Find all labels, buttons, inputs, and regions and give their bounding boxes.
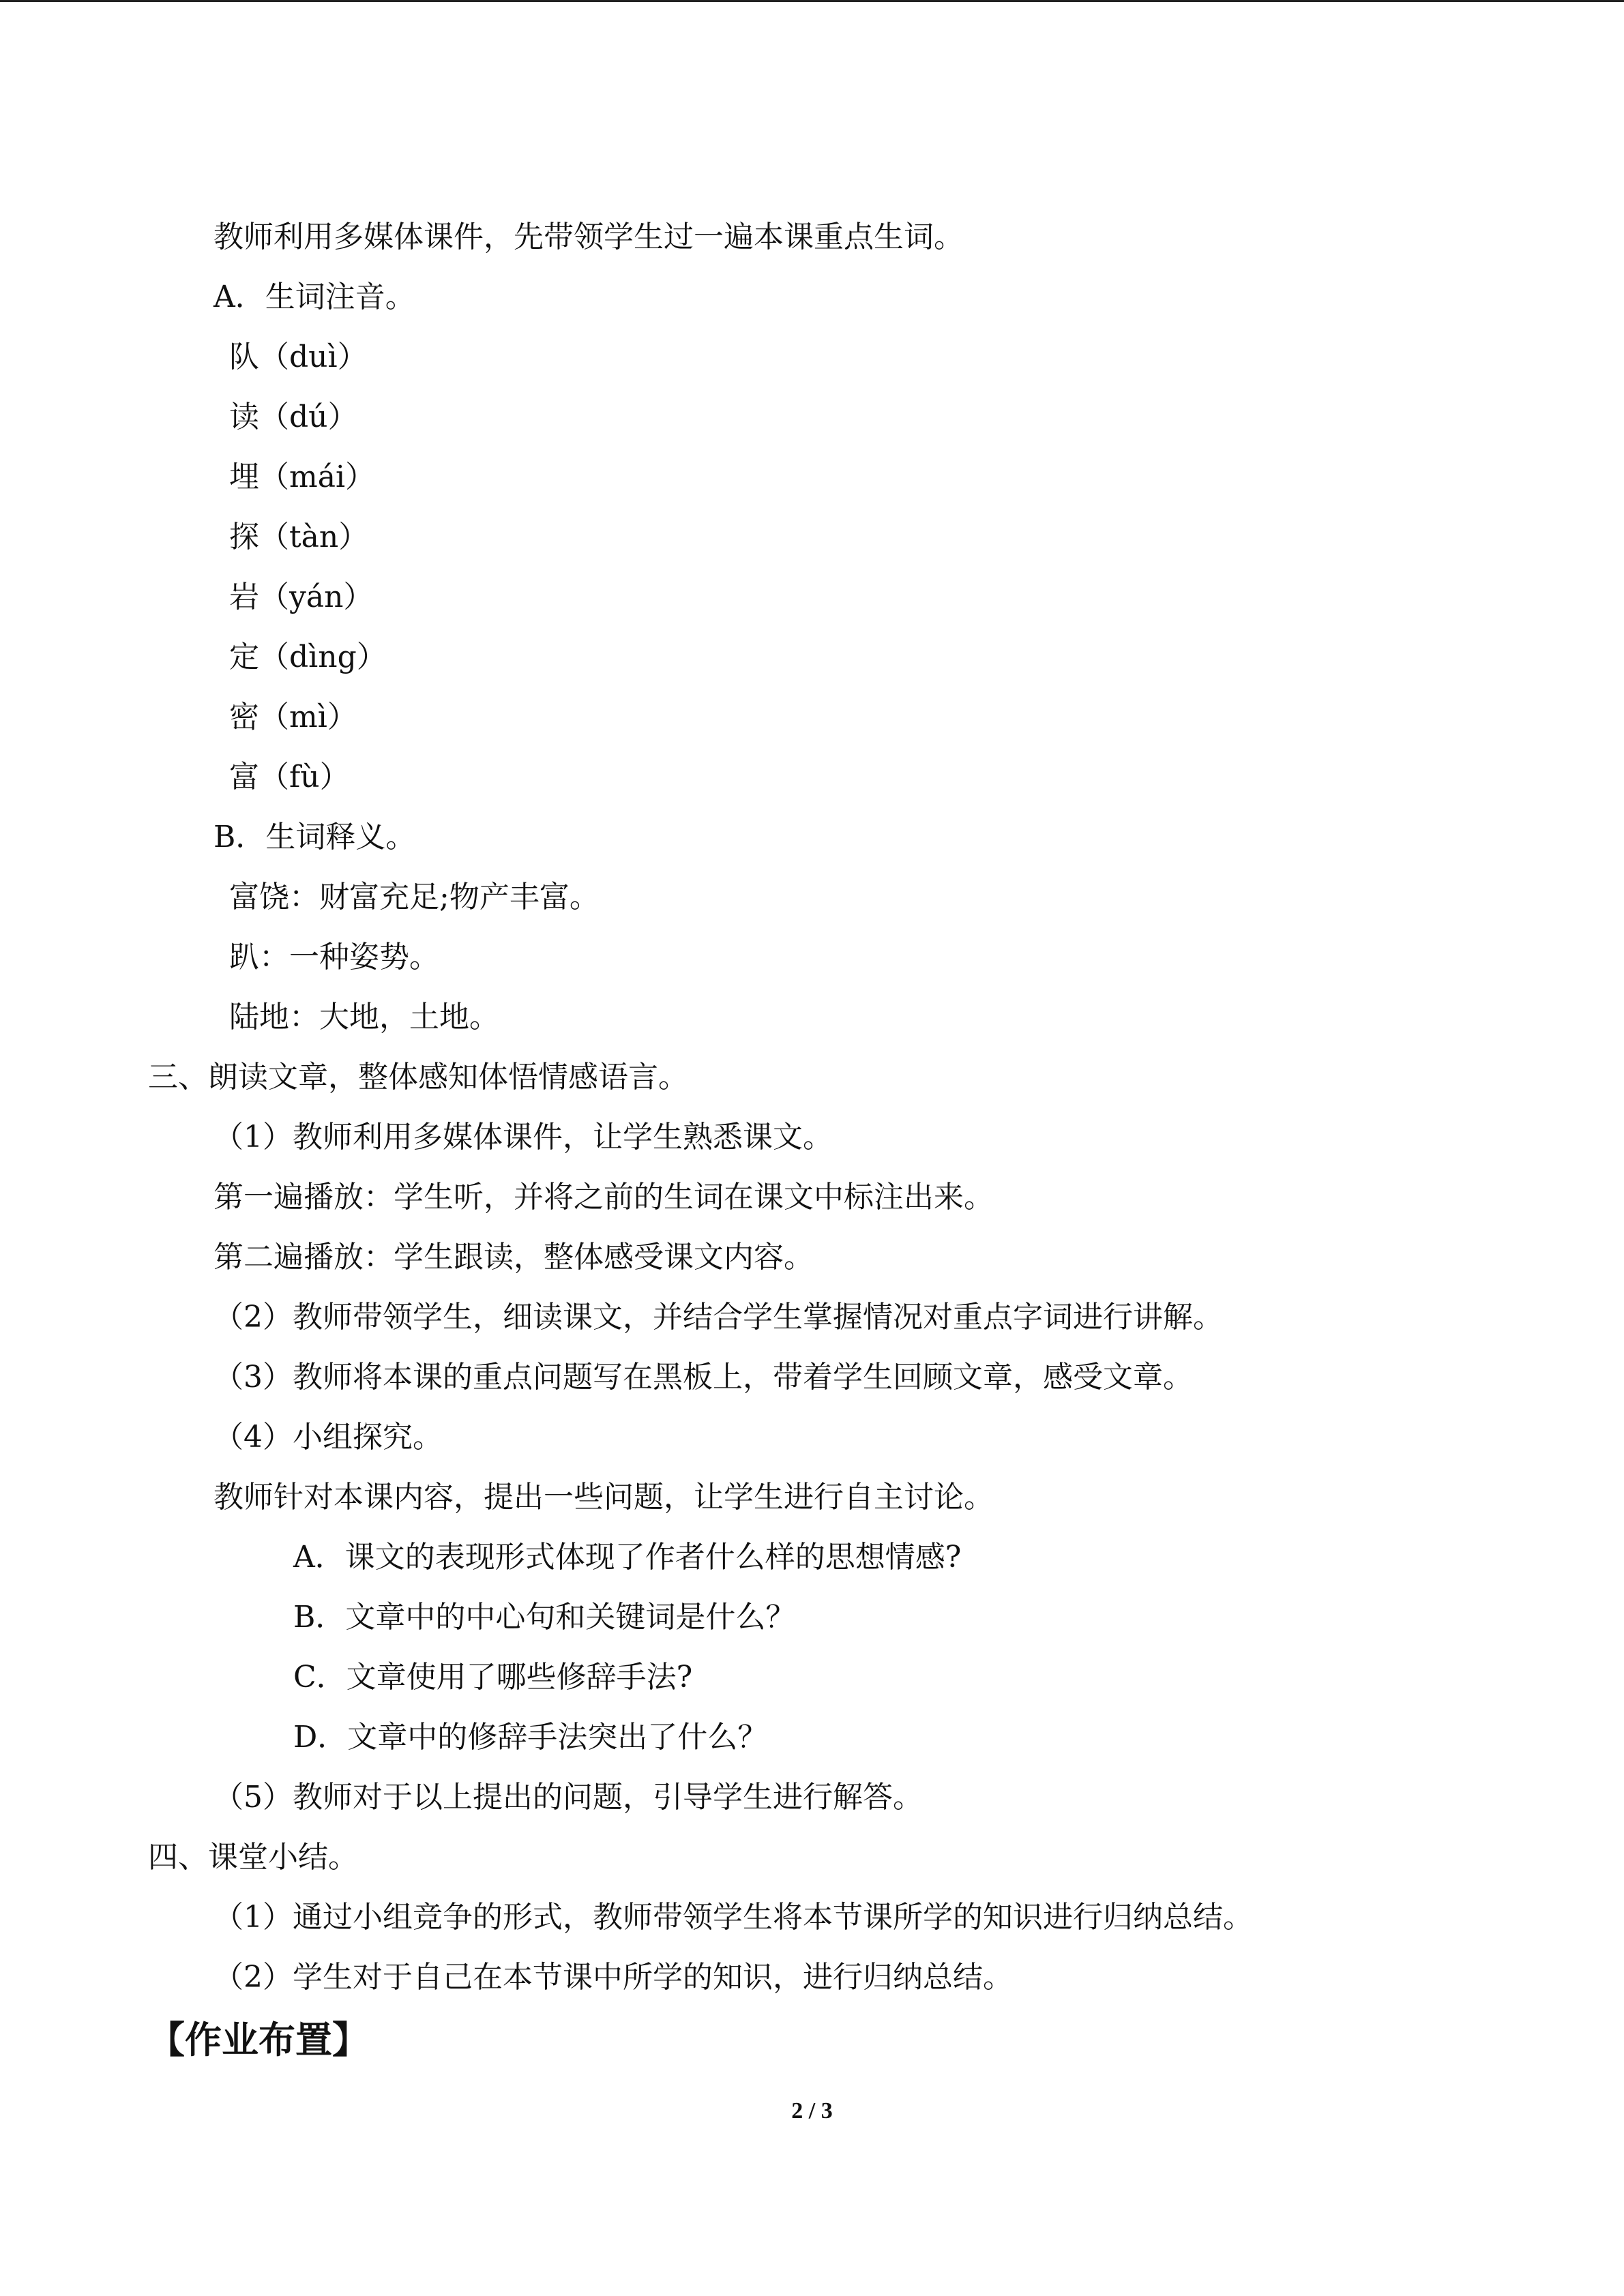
question-item: D．文章中的修辞手法突出了什么？ [293, 1720, 768, 1755]
pinyin-item: 埋（mái） [229, 460, 376, 494]
question-item: B．文章中的中心句和关键词是什么？ [293, 1600, 796, 1635]
section-a-heading: A．生词注音。 [213, 280, 415, 314]
intro-paragraph: 教师利用多媒体课件，先带领学生过一遍本课重点生词。 [213, 220, 964, 254]
section-b-heading: B．生词释义。 [213, 820, 416, 854]
step-paragraph: （5）教师对于以上提出的问题，引导学生进行解答。 [213, 1780, 923, 1815]
summary-paragraph: （1）通过小组竞争的形式，教师带领学生将本节课所学的知识进行归纳总结。 [213, 1900, 1253, 1935]
pinyin-item: 密（mì） [229, 700, 357, 734]
top-border-line [0, 0, 1624, 2]
pinyin-item: 探（tàn） [229, 520, 369, 554]
step-paragraph: （4）小组探究。 [213, 1420, 443, 1455]
definition-item: 陆地：大地，土地。 [229, 1000, 499, 1034]
step-paragraph: 教师针对本课内容，提出一些问题，让学生进行自主讨论。 [213, 1480, 994, 1515]
question-item: A．课文的表现形式体现了作者什么样的思想情感? [293, 1540, 962, 1575]
step-paragraph: 第二遍播放：学生跟读，整体感受课文内容。 [213, 1240, 814, 1274]
section-3-heading: 三、朗读文章，整体感知体悟情感语言。 [148, 1060, 688, 1094]
step-paragraph: 第一遍播放：学生听，并将之前的生词在课文中标注出来。 [213, 1180, 994, 1214]
page-number: 2 / 3 [791, 2098, 833, 2123]
homework-heading: 【作业布置】 [148, 2018, 369, 2061]
pinyin-item: 读（dú） [229, 400, 358, 434]
definition-item: 富饶：财富充足;物产丰富。 [229, 880, 600, 914]
pinyin-item: 富（fù） [229, 760, 350, 794]
pinyin-item: 队（duì） [229, 340, 368, 374]
pinyin-item: 岩（yán） [229, 580, 374, 614]
pinyin-item: 定（dìng） [229, 640, 387, 674]
section-4-heading: 四、课堂小结。 [148, 1840, 358, 1875]
question-item: C．文章使用了哪些修辞手法? [293, 1660, 693, 1695]
step-paragraph: （3）教师将本课的重点问题写在黑板上，带着学生回顾文章，感受文章。 [213, 1360, 1193, 1395]
step-paragraph: （2）教师带领学生，细读课文，并结合学生掌握情况对重点字词进行讲解。 [213, 1300, 1223, 1335]
step-paragraph: （1）教师利用多媒体课件，让学生熟悉课文。 [213, 1120, 833, 1154]
summary-paragraph: （2）学生对于自己在本节课中所学的知识，进行归纳总结。 [213, 1960, 1013, 1995]
definition-item: 趴：一种姿势。 [229, 940, 439, 974]
